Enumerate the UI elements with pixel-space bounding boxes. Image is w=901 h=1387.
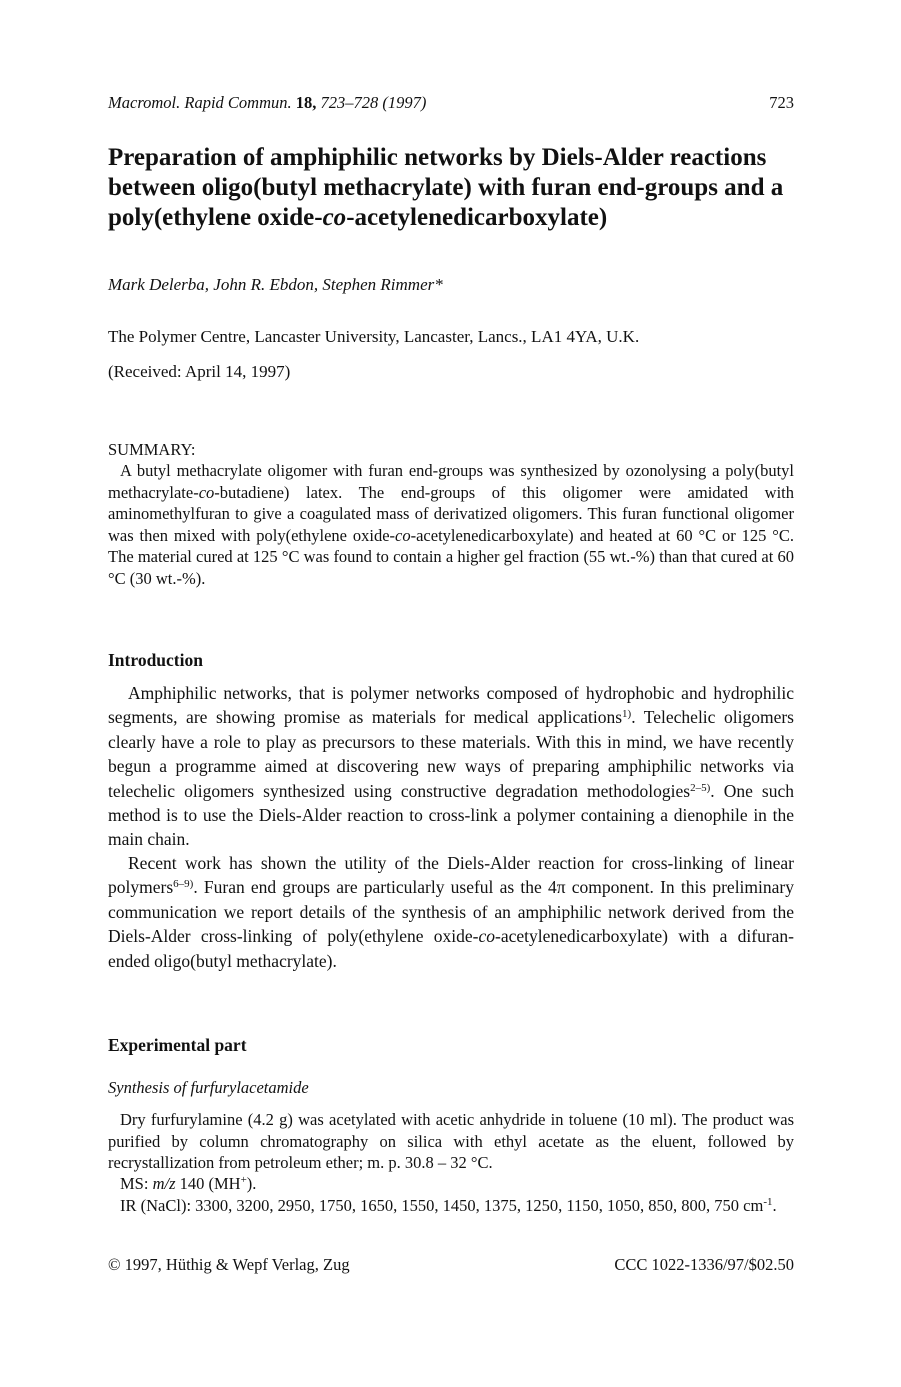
title-part-a: Preparation of amphiphilic networks by Diels-Alder reactions between oligo(butyl methacrylate) with furan end-groups and a poly(ethylene oxide- bbox=[108, 144, 784, 231]
running-header bbox=[108, 93, 794, 113]
summary-part-2: -butadiene) latex. The end-groups of this oligomer were amidated with aminomethylfuran to give a coagulated mass of derivatized oligomers. This furan functional oligomer was then mixed with poly(ethylene oxide- bbox=[108, 482, 794, 545]
copyright: © 1997, Hüthig & Wepf Verlag, Zug bbox=[108, 1255, 350, 1274]
title-part-b: -acetylenedicarboxylate) bbox=[346, 204, 608, 231]
ms-label: MS: bbox=[120, 1174, 149, 1193]
journal-name: Macromol. Rapid Commun. bbox=[108, 93, 292, 112]
ms-value: 140 (MH bbox=[179, 1174, 241, 1193]
article-title bbox=[108, 143, 794, 233]
affiliation: The Polymer Centre, Lancaster University, Lancaster, Lancs., LA1 4YA, U.K. bbox=[108, 327, 640, 346]
pages-year: 723–728 (1997) bbox=[320, 93, 427, 112]
introduction-paragraph-2 bbox=[108, 851, 794, 973]
authors: Mark Delerba, John R. Ebdon, Stephen Rimmer* bbox=[108, 275, 443, 294]
ms-data bbox=[108, 1173, 794, 1195]
summary-text bbox=[108, 460, 794, 590]
intro-p2-co: co bbox=[478, 926, 496, 947]
intro-p2-b: . Furan end groups are particularly useful as the 4π component. In this preliminary communication we report details of the synthesis of an amphiphilic network derived from the Diels-Alder cross-linking of poly(ethylene oxide- bbox=[108, 877, 794, 947]
title-co: co bbox=[322, 204, 347, 231]
ms-plus: + bbox=[240, 1174, 247, 1186]
ccc-code: CCC 1022-1336/97/$02.50 bbox=[614, 1255, 794, 1274]
ms-end: ). bbox=[246, 1174, 257, 1193]
summary-part-1: A butyl methacrylate oligomer with furan end-groups was synthesized by ozonolysing a poly(butyl methacrylate- bbox=[108, 461, 794, 502]
received-date: (Received: April 14, 1997) bbox=[108, 362, 291, 381]
ir-text: IR (NaCl): 3300, 3200, 2950, 1750, 1650, 1550, 1450, 1375, 1250, 1150, 1050, 850, 800, 750 cm bbox=[120, 1196, 764, 1215]
introduction-paragraph-1 bbox=[108, 681, 794, 852]
ms-mz: m/z bbox=[152, 1174, 176, 1193]
page-number: 723 bbox=[769, 93, 794, 112]
summary-part-3: -acetylenedicarboxylate) and heated at 60 °C or 125 °C. The material cured at 125 °C was found to contain a higher gel fraction (55 wt.-%) than that cured at 60 °C (30 wt.-%). bbox=[108, 525, 795, 588]
intro-p2-c: -acetylenedicarboxylate) with a difuran-ended oligo(butyl methacrylate). bbox=[108, 926, 794, 971]
summary-co-2: co bbox=[395, 525, 411, 545]
intro-p1-a: Amphiphilic networks, that is polymer networks composed of hydrophobic and hydrophilic segments, are showing promise as materials for medical applications bbox=[108, 683, 794, 728]
reference-1: 1) bbox=[622, 708, 632, 721]
ir-end: . bbox=[772, 1196, 777, 1215]
reference-6-9: 6–9) bbox=[173, 878, 194, 891]
experimental-subheading: Synthesis of furfurylacetamide bbox=[108, 1078, 309, 1097]
volume-number: 18, bbox=[295, 93, 317, 112]
summary-co-1: co bbox=[198, 482, 215, 502]
experimental-heading: Experimental part bbox=[108, 1035, 247, 1055]
introduction-heading: Introduction bbox=[108, 650, 203, 670]
ir-superscript: -1 bbox=[763, 1196, 773, 1208]
reference-2-5: 2–5) bbox=[690, 781, 711, 794]
ir-data bbox=[108, 1195, 794, 1217]
page-footer bbox=[108, 1255, 794, 1275]
summary-label: SUMMARY: bbox=[108, 440, 196, 459]
intro-p2-a: Recent work has shown the utility of the Diels-Alder reaction for cross-linking of linear polymers bbox=[108, 853, 794, 898]
intro-p1-c: . One such method is to use the Diels-Alder reaction to cross-link a polymer containing a dienophile in the main chain. bbox=[108, 780, 794, 850]
synthesis-paragraph: Dry furfurylamine (4.2 g) was acetylated with acetic anhydride in toluene (10 ml). The product was purified by column chromatography on silica with ethyl acetate as the eluent, followed by recrystallization from petroleum ether; m. p. 30.8 – 32 °C. bbox=[108, 1110, 794, 1173]
intro-p1-b: . Telechelic oligomers clearly have a role to play as precursors to these materials. With this in mind, we have recently begun a programme aimed at discovering new ways of preparing amphiphilic networks via telechelic oligomers synthesized using constructive degradation methodologies bbox=[108, 707, 794, 801]
